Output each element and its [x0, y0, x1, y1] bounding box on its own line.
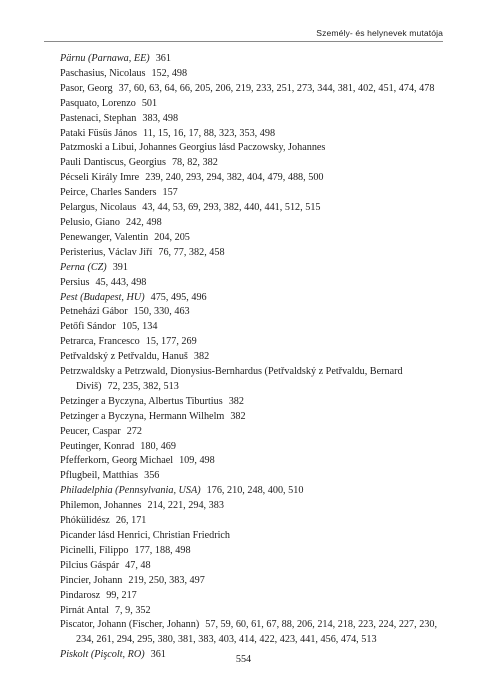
index-entry	[60, 97, 446, 112]
index-pages: 43, 44, 53, 69, 293, 382, 440, 441, 512, 515	[142, 202, 321, 214]
index-term: Philemon, Johannes	[60, 500, 142, 512]
index-entry	[60, 350, 446, 365]
index-pages: 383, 498	[142, 112, 179, 124]
index-pages: 475, 495, 496	[150, 291, 207, 303]
index-entry	[60, 82, 446, 97]
index-entry	[60, 410, 446, 425]
index-term: Petzinger a Byczyna, Hermann Wilhelm	[60, 410, 225, 422]
index-pages: 219, 250, 383, 497	[128, 574, 205, 586]
index-entry	[60, 246, 446, 261]
index-term: Pasquato, Lorenzo	[60, 97, 136, 109]
index-term: Pindarosz	[60, 589, 101, 601]
index-term: Penewanger, Valentin	[60, 231, 149, 243]
index-term: Patzmoski a Libui, Johannes Georgius lásd Paczowsky, Johannes	[60, 142, 326, 154]
page-number: 554	[235, 654, 252, 665]
index-pages: 239, 240, 293, 294, 382, 404, 479, 488, 500	[145, 172, 324, 184]
index-entry	[60, 112, 446, 127]
index-entry	[60, 469, 446, 484]
index-entry	[60, 276, 446, 291]
index-pages: 214, 221, 294, 383	[147, 500, 224, 512]
index-term: Picander lásd Henrici, Christian Friedrich	[60, 530, 231, 541]
index-entry	[60, 52, 446, 67]
index-entry	[60, 440, 446, 455]
index-entry	[60, 544, 446, 559]
index-entry	[60, 231, 446, 246]
index-pages: 11, 15, 16, 17, 88, 323, 353, 498	[142, 127, 276, 139]
index-entry	[60, 454, 446, 469]
index-term: Piskolt (Pişcolt, RO)	[60, 649, 145, 661]
index-term: Pilcius Gáspár	[60, 559, 120, 571]
index-pages: 47, 48	[125, 559, 151, 571]
index-entry	[60, 156, 446, 171]
index-term: Pest (Budapest, HU)	[60, 291, 145, 303]
index-entry	[60, 559, 446, 574]
index-term: Pincier, Johann	[60, 574, 123, 586]
index-pages: 272	[126, 425, 142, 437]
index-pages: 26, 171	[115, 515, 147, 527]
index-pages: 105, 134	[121, 321, 158, 333]
index-term: Picinelli, Filippo	[60, 544, 129, 556]
index-pages: 37, 60, 63, 64, 66, 205, 206, 219, 233, 251, 273, 344, 381, 402, 451, 474, 478	[118, 82, 435, 94]
index-term: Peristerius, Václav Jiří	[60, 246, 153, 258]
index-pages: 15, 177, 269	[145, 336, 197, 348]
index-pages: 57, 59, 60, 61, 67, 88, 206, 214, 218, 223, 224, 227, 230, 234, 261, 294, 295, 380, 381, 383, 403, 414, 422, 423, 441, 456, 474, 513	[76, 619, 438, 646]
index-term: Petrzwaldsky a Petrzwald, Dionysius-Bernhardus (Petřvaldský z Petřvaldu, Bernard Diviš)	[60, 366, 403, 392]
index-pages: 109, 498	[179, 455, 215, 467]
index-term: Peutinger, Konrad	[60, 440, 135, 452]
index-pages: 242, 498	[126, 216, 162, 228]
index-entry	[60, 216, 446, 231]
index-entry	[60, 499, 446, 514]
index-pages: 72, 235, 382, 513	[107, 380, 179, 392]
index-pages: 45, 443, 498	[95, 276, 147, 288]
index-pages: 361	[155, 53, 171, 64]
index-entry	[60, 425, 446, 440]
index-pages: 382	[193, 351, 210, 363]
index-term: Pflugbeil, Matthias	[60, 470, 139, 482]
index-pages: 99, 217	[106, 589, 137, 601]
index-entry	[60, 484, 446, 499]
index-pages: 356	[144, 470, 160, 482]
index-pages: 157	[162, 187, 178, 199]
index-term: Petneházi Gábor	[60, 306, 128, 318]
header-rule	[44, 41, 443, 42]
index-term: Petřvaldský z Petřvaldu, Hanuš	[60, 351, 188, 363]
index-entry	[60, 261, 446, 276]
index-term: Pastenaci, Stephan	[60, 112, 137, 124]
index-entry	[60, 529, 446, 544]
index-term: Pécseli Király Imre	[60, 172, 140, 184]
index-entry	[60, 395, 446, 410]
index-term: Petzinger a Byczyna, Albertus Tiburtius	[60, 395, 223, 407]
index-term: Pataki Füsüs János	[60, 127, 137, 139]
index-pages: 361	[150, 649, 166, 661]
index-term: Peucer, Caspar	[60, 425, 121, 437]
index-entry	[60, 365, 446, 395]
index-entry	[60, 514, 446, 529]
index-term: Pelargus, Nicolaus	[60, 202, 137, 214]
running-head: Személy- és helynevek mutatója	[316, 28, 443, 38]
index-list	[60, 52, 446, 663]
index-entry	[60, 127, 446, 142]
index-term: Philadelphia (Pennsylvania, USA)	[60, 485, 201, 497]
index-pages: 7, 9, 352	[114, 604, 151, 616]
index-entry	[60, 335, 446, 350]
index-pages: 76, 77, 382, 458	[158, 246, 225, 258]
index-term: Petőfi Sándor	[60, 321, 116, 333]
index-pages: 150, 330, 463	[133, 306, 190, 318]
index-term: Petrarca, Francesco	[60, 336, 140, 348]
index-entry	[60, 291, 446, 306]
index-term: Pfefferkorn, Georg Michael	[60, 455, 174, 467]
index-entry	[60, 186, 446, 201]
index-term: Pärnu (Parnawa, EE)	[60, 53, 150, 64]
index-pages: 382	[228, 395, 244, 407]
index-pages: 391	[112, 261, 128, 273]
index-entry	[60, 201, 446, 216]
index-pages: 176, 210, 248, 400, 510	[206, 485, 304, 497]
index-entry	[60, 305, 446, 320]
index-pages: 152, 498	[151, 67, 188, 79]
index-term: Paschasius, Nicolaus	[60, 67, 146, 79]
index-term: Pasor, Georg	[60, 82, 113, 94]
index-entry	[60, 574, 446, 589]
index-term: Perna (CZ)	[60, 261, 107, 273]
index-pages: 78, 82, 382	[171, 157, 218, 169]
index-term: Pelusio, Giano	[60, 216, 120, 228]
index-entry	[60, 67, 446, 82]
index-term: Persius	[60, 276, 90, 288]
index-entry	[60, 141, 446, 156]
index-entry	[60, 171, 446, 186]
index-term: Peirce, Charles Sanders	[60, 187, 157, 199]
index-term: Piscator, Johann (Fischer, Johann)	[60, 619, 200, 631]
index-term: Pauli Dantiscus, Georgius	[60, 157, 166, 169]
index-pages: 204, 205	[154, 231, 190, 243]
index-term: Phókülidész	[60, 515, 110, 527]
index-pages: 501	[141, 97, 158, 109]
index-pages: 382	[230, 410, 246, 422]
index-entry	[60, 604, 446, 619]
index-entry	[60, 618, 446, 648]
index-entry	[60, 320, 446, 335]
index-pages: 177, 188, 498	[134, 544, 191, 556]
index-pages: 180, 469	[140, 440, 176, 452]
index-term: Pirnát Antal	[60, 604, 109, 616]
index-entry	[60, 589, 446, 604]
